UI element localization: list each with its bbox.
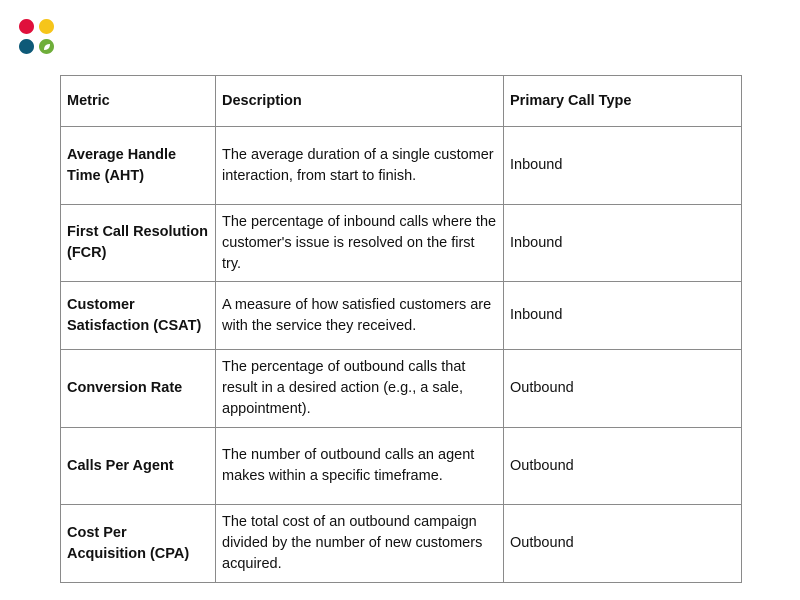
call-type-cell: Inbound — [504, 127, 742, 205]
brand-logo — [19, 19, 57, 57]
metric-cell: Customer Satisfaction (CSAT) — [61, 282, 216, 350]
header-metric: Metric — [61, 76, 216, 127]
table-row — [61, 428, 742, 505]
metric-cell: First Call Resolution (FCR) — [61, 205, 216, 282]
description-cell: The average duration of a single customer interaction, from start to finish. — [216, 127, 504, 205]
table-header-row — [61, 76, 742, 127]
call-type-cell: Inbound — [504, 205, 742, 282]
logo-dot-red — [19, 19, 34, 34]
table-row — [61, 282, 742, 350]
call-type-cell: Outbound — [504, 505, 742, 583]
logo-dot-teal — [19, 39, 34, 54]
call-type-cell: Outbound — [504, 350, 742, 428]
metric-cell: Average Handle Time (AHT) — [61, 127, 216, 205]
call-type-cell: Inbound — [504, 282, 742, 350]
description-cell: A measure of how satisfied customers are with the service they received. — [216, 282, 504, 350]
description-cell: The number of outbound calls an agent makes within a specific timeframe. — [216, 428, 504, 505]
metrics-table — [60, 75, 742, 583]
description-cell: The percentage of inbound calls where the customer's issue is resolved on the first try. — [216, 205, 504, 282]
header-primary-call-type: Primary Call Type — [504, 76, 742, 127]
table-row — [61, 505, 742, 583]
description-cell: The total cost of an outbound campaign divided by the number of new customers acquired. — [216, 505, 504, 583]
table-row — [61, 127, 742, 205]
description-cell: The percentage of outbound calls that result in a desired action (e.g., a sale, appointment). — [216, 350, 504, 428]
header-description: Description — [216, 76, 504, 127]
metric-cell: Calls Per Agent — [61, 428, 216, 505]
metric-cell: Cost Per Acquisition (CPA) — [61, 505, 216, 583]
call-type-cell: Outbound — [504, 428, 742, 505]
logo-dot-yellow — [39, 19, 54, 34]
metric-cell: Conversion Rate — [61, 350, 216, 428]
table-row — [61, 205, 742, 282]
table-row — [61, 350, 742, 428]
leaf-icon — [43, 43, 51, 51]
